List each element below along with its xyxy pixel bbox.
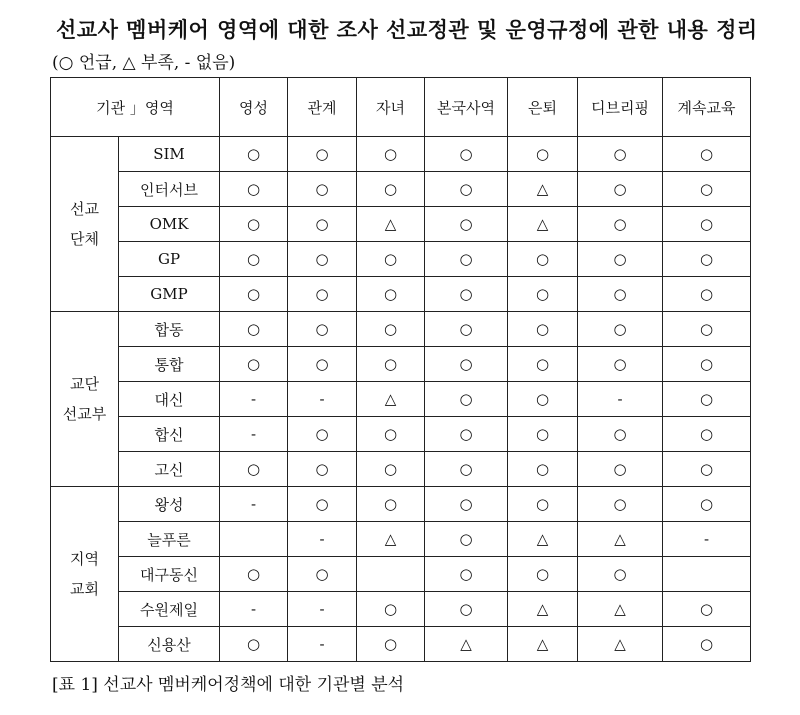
mark-cell: ○ (663, 452, 751, 487)
mark-cell: ○ (425, 592, 508, 627)
mark-cell: ○ (220, 312, 288, 347)
mark-cell: ○ (288, 137, 357, 172)
mark-cell: ○ (578, 487, 663, 522)
mark-cell: ○ (663, 242, 751, 277)
mark-cell: ○ (357, 137, 425, 172)
table-row (51, 627, 751, 662)
mark-cell: ○ (288, 452, 357, 487)
mark-cell (220, 522, 288, 557)
table-caption: [표 1] 선교사 멤버케어정책에 대한 기관별 분석 (52, 675, 405, 695)
mark-cell: ○ (425, 417, 508, 452)
mark-cell: ○ (288, 242, 357, 277)
table-row (51, 522, 751, 557)
mark-cell: △ (508, 592, 578, 627)
mark-cell: ○ (220, 452, 288, 487)
mark-cell: ○ (357, 452, 425, 487)
group-label (51, 487, 119, 662)
mark-cell: ○ (425, 382, 508, 417)
org-name: 늘푸른 (119, 522, 220, 557)
mark-cell: ○ (357, 627, 425, 662)
mark-cell: △ (357, 382, 425, 417)
table-row (51, 382, 751, 417)
mark-cell: ○ (508, 382, 578, 417)
mark-cell: ○ (508, 487, 578, 522)
mark-cell: ○ (220, 207, 288, 242)
mark-cell: △ (357, 522, 425, 557)
mark-cell: ○ (288, 347, 357, 382)
mark-cell: ○ (578, 207, 663, 242)
table-row (51, 592, 751, 627)
org-name: 대구동신 (119, 557, 220, 592)
mark-cell: ○ (508, 452, 578, 487)
mark-cell: ○ (663, 417, 751, 452)
mark-cell: △ (578, 592, 663, 627)
column-header: 영성 (220, 78, 288, 137)
table-row (51, 172, 751, 207)
mark-cell: ○ (425, 487, 508, 522)
mark-cell: ○ (663, 207, 751, 242)
org-name: 통합 (119, 347, 220, 382)
mark-cell: △ (508, 627, 578, 662)
org-name: GMP (119, 277, 220, 312)
mark-cell: ○ (357, 347, 425, 382)
mark-cell: ○ (663, 312, 751, 347)
mark-cell: ○ (663, 347, 751, 382)
mark-cell: ○ (425, 277, 508, 312)
mark-cell: ○ (425, 242, 508, 277)
mark-cell: ○ (425, 452, 508, 487)
table-row (51, 452, 751, 487)
mark-cell: ○ (357, 417, 425, 452)
document-title: 선교사 멤버케어 영역에 대한 조사 선교정관 및 운영규정에 관한 내용 정리 (56, 17, 758, 42)
mark-cell: ○ (663, 592, 751, 627)
mark-cell: ○ (425, 522, 508, 557)
mark-cell: ○ (425, 137, 508, 172)
mark-cell: - (220, 382, 288, 417)
mark-cell: ○ (288, 417, 357, 452)
header-row (51, 78, 751, 137)
mark-cell: ○ (357, 277, 425, 312)
mark-cell: ○ (220, 347, 288, 382)
mark-cell: ○ (425, 312, 508, 347)
mark-cell: △ (578, 522, 663, 557)
mark-cell: ○ (425, 207, 508, 242)
mark-cell: ○ (425, 557, 508, 592)
group-label-line: 교회 (70, 580, 99, 598)
mark-cell: ○ (220, 277, 288, 312)
mark-cell: ○ (357, 592, 425, 627)
mark-cell: ○ (288, 277, 357, 312)
mark-cell: △ (508, 522, 578, 557)
group-label-line: 선교부 (62, 405, 107, 423)
mark-cell: ○ (425, 347, 508, 382)
mark-cell: ○ (578, 172, 663, 207)
column-header: 본국사역 (425, 78, 508, 137)
mark-cell: ○ (425, 172, 508, 207)
mark-cell: ○ (663, 627, 751, 662)
mark-cell: ○ (578, 557, 663, 592)
table-row (51, 277, 751, 312)
mark-cell: △ (508, 207, 578, 242)
mark-cell: ○ (357, 242, 425, 277)
mark-cell: ○ (357, 172, 425, 207)
table-row (51, 312, 751, 347)
mark-cell: ○ (578, 137, 663, 172)
group-label-line: 단체 (70, 230, 99, 248)
mark-cell: ○ (578, 312, 663, 347)
mark-cell: △ (578, 627, 663, 662)
column-header: 계속교육 (663, 78, 751, 137)
mark-cell: ○ (578, 417, 663, 452)
mark-cell: ○ (663, 172, 751, 207)
mark-cell: ○ (508, 277, 578, 312)
group-label-line: 선교 (70, 200, 99, 218)
table-row (51, 137, 751, 172)
mark-cell: ○ (288, 207, 357, 242)
mark-cell: - (288, 522, 357, 557)
org-name: 인터서브 (119, 172, 220, 207)
mark-cell: - (663, 522, 751, 557)
mark-cell: ○ (578, 452, 663, 487)
mark-cell: ○ (220, 172, 288, 207)
mark-cell: ○ (508, 242, 578, 277)
mark-cell: ○ (288, 487, 357, 522)
mark-cell: - (288, 627, 357, 662)
mark-cell: - (220, 487, 288, 522)
mark-cell: △ (425, 627, 508, 662)
mark-cell: ○ (663, 382, 751, 417)
group-label-line: 교단 (70, 375, 99, 393)
mark-cell: ○ (357, 312, 425, 347)
mark-cell: ○ (508, 347, 578, 382)
mark-cell: ○ (508, 557, 578, 592)
mark-cell: ○ (578, 242, 663, 277)
table-row (51, 487, 751, 522)
group-label (51, 312, 119, 487)
table-row (51, 242, 751, 277)
mark-cell: ○ (220, 627, 288, 662)
mark-cell: - (578, 382, 663, 417)
mark-cell: - (220, 592, 288, 627)
mark-cell: ○ (220, 557, 288, 592)
org-name: GP (119, 242, 220, 277)
org-name: 신용산 (119, 627, 220, 662)
org-name: 고신 (119, 452, 220, 487)
mark-cell: ○ (288, 557, 357, 592)
mark-cell: ○ (663, 277, 751, 312)
org-name: 합신 (119, 417, 220, 452)
column-header: 자녀 (357, 78, 425, 137)
mark-cell: ○ (220, 242, 288, 277)
column-header: 은퇴 (508, 78, 578, 137)
org-name: 수원제일 (119, 592, 220, 627)
group-label (51, 137, 119, 312)
mark-cell: ○ (508, 312, 578, 347)
mark-cell: - (288, 592, 357, 627)
org-name: 왕성 (119, 487, 220, 522)
mark-cell: ○ (663, 487, 751, 522)
org-name: SIM (119, 137, 220, 172)
org-name: 대신 (119, 382, 220, 417)
legend-note: (○ 언급, △ 부족, - 없음) (52, 53, 236, 73)
mark-cell: ○ (220, 137, 288, 172)
mark-cell: ○ (508, 417, 578, 452)
org-name: OMK (119, 207, 220, 242)
table-row (51, 557, 751, 592)
mark-cell (663, 557, 751, 592)
mark-cell: △ (357, 207, 425, 242)
mark-cell: ○ (578, 277, 663, 312)
column-header: 디브리핑 (578, 78, 663, 137)
mark-cell: △ (508, 172, 578, 207)
table-row (51, 207, 751, 242)
mark-cell: ○ (663, 137, 751, 172)
mark-cell: ○ (508, 137, 578, 172)
mark-cell: - (220, 417, 288, 452)
table-row (51, 417, 751, 452)
table-row (51, 347, 751, 382)
header-corner: 기관 」영역 (51, 78, 220, 137)
org-name: 합동 (119, 312, 220, 347)
group-label-line: 지역 (70, 550, 99, 568)
mark-cell: ○ (288, 172, 357, 207)
policy-table (50, 77, 751, 662)
mark-cell: ○ (357, 487, 425, 522)
mark-cell: ○ (578, 347, 663, 382)
mark-cell (357, 557, 425, 592)
mark-cell: ○ (288, 312, 357, 347)
column-header: 관계 (288, 78, 357, 137)
mark-cell: - (288, 382, 357, 417)
